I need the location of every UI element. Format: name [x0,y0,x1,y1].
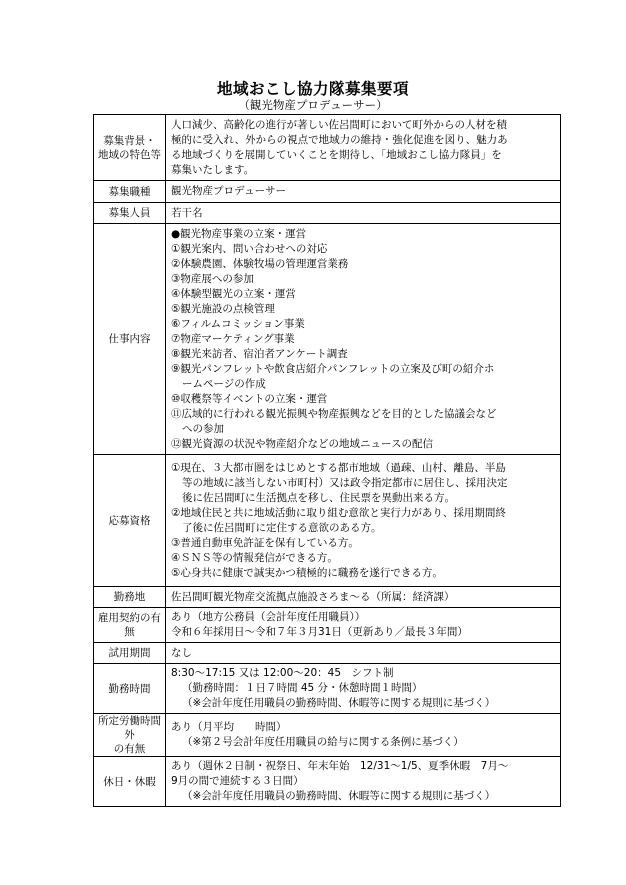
text-line: あり（地方公務員（会計年度任用職員）） [171,611,366,623]
text-line: （※会計年度任用職員の勤務時間、休暇等に関する規則に基づく） [182,790,496,802]
text-line: 極的に受入れ、外からの視点で地域力の維持・強化促進を図り、魅力あ [171,133,508,146]
value-holidays [166,757,561,807]
label-probation: 試用期間 [94,643,166,664]
label-overtime [94,714,166,757]
row-workplace [94,587,561,608]
value-headcount: 若干名 [166,203,561,224]
qualification-item: ⑤心身共に健康で誠実かつ積極的に職務を遂行できる方。 [171,566,443,579]
duty-item: ●観光物産事業の立案・運営 [171,227,307,240]
qualification-item: ③普通自動車免許証を保有している方。 [171,536,359,549]
text-line: （勤務時間：１日７時間 45 分・休憩時間１時間） [182,682,423,694]
qualification-item: ①現在、３大都市圏をはじめとする都市地域（過疎、山村、離島、半島 [171,461,506,474]
text-line: 8:30～17:15 又は 12:00～20：45 シフト制 [171,667,394,679]
text-line: 9月の間で連続する３日間） [171,775,304,787]
text-line: 募集いたします。 [171,163,255,176]
duty-item: ⑦物産マーケティング事業 [171,332,295,345]
row-duties [94,224,561,455]
duty-item: ⑫観光資源の状況や物産紹介などの地域ニュースの配信 [171,437,433,450]
duty-item: ⑧観光来訪者、宿泊者アンケート調査 [171,347,348,360]
value-background [166,115,561,181]
row-headcount [94,203,561,224]
duty-item: ⑪広域的に行われる観光振興や物産振興などを目的とした協議会など [171,407,497,420]
value-overtime [166,714,561,757]
label-holidays: 休日・休暇 [94,757,166,807]
row-holidays [94,757,561,807]
label-headcount: 募集人員 [94,203,166,224]
value-contract [166,608,561,643]
label-line: 募集背景・ [103,134,156,147]
qualification-item: ②地域住民と共に地域活動に取り組む意欲と実行力があり、採用期間終 [171,506,506,519]
label-job-type: 募集職種 [94,181,166,203]
value-workplace: 佐呂間町観光物産交流拠点施設さろま～る（所属：経済課） [166,587,561,608]
label-contract: 雇用契約の有無 [94,608,166,643]
label-qualifications: 応募資格 [94,455,166,587]
value-probation: なし [166,643,561,664]
text-line: （※第２号会計年度任用職員の給与に関する条例に基づく） [182,736,464,748]
row-contract [94,608,561,643]
row-overtime [94,714,561,757]
text-line: 令和６年採用日～令和７年３月31日（更新あり／最長３年間） [171,626,468,638]
row-probation [94,643,561,664]
label-background [94,115,166,181]
text-line: 人口減少、高齢化の進行が著しい佐呂間町において町外からの人材を積 [171,118,507,131]
row-background [94,115,561,181]
value-job-type: 観光物産プロデューサー [166,181,561,203]
label-line: 地域の特色等 [98,148,161,161]
duty-item: ④体験型観光の立案・運営 [171,287,296,300]
value-qualifications [166,455,561,587]
row-job-type [94,181,561,203]
duty-item-continued: への参加 [182,422,224,435]
row-qualifications [94,455,561,587]
duty-item: ⑨観光パンフレットや飲食店紹介パンフレットの立案及び町の紹介ホ [171,362,495,375]
text-line: （※会計年度任用職員の勤務時間、休暇等に関する規則に基づく） [182,697,496,709]
text-line: あり（週休２日制・祝祭日、年末年始 12/31～1/5、夏季休暇 7月～ [171,760,509,772]
label-hours: 勤務時間 [94,664,166,714]
duty-item: ⑩収穫祭等イベントの立案・運営 [171,392,328,405]
qualification-item: ④ＳＮＳ等の情報発信ができる方。 [171,551,338,564]
text-line: あり（月平均 時間） [171,721,287,733]
page-subtitle: （観光物産プロデューサー） [238,98,388,112]
qualification-item-continued: 了後に佐呂間町に定住する意欲のある方。 [182,521,382,534]
label-line: の有無 [113,743,146,755]
duty-item: ⑥フィルムコミッション事業 [171,317,305,330]
value-duties [166,224,561,455]
row-hours [94,664,561,714]
text-line: る地域づくりを展開していくことを期待し、「地域おこし協力隊員」を [171,148,502,161]
duty-item: ⑤観光施設の点検管理 [171,302,275,315]
label-workplace: 勤務地 [94,587,166,608]
label-line: 所定労働時間外 [98,715,161,741]
qualification-item-continued: 後に佐呂間町に生活拠点を移し、住民票を異動出来る方。 [182,491,455,504]
duty-item: ②体験農園、体験牧場の管理運営業務 [171,257,349,270]
label-duties: 仕事内容 [94,224,166,455]
recruitment-table [93,114,561,807]
value-hours [166,664,561,714]
page-title: 地域おこし協力隊募集要項 [216,80,409,98]
qualification-item-continued: 等の地域に該当しない市町村）又は政令指定都市に居住し、採用決定 [182,476,508,489]
duty-item: ③物産展への参加 [171,272,254,285]
duty-item: ①観光案内、問い合わせへの対応 [171,242,328,255]
duty-item-continued: ームページの作成 [182,377,266,390]
